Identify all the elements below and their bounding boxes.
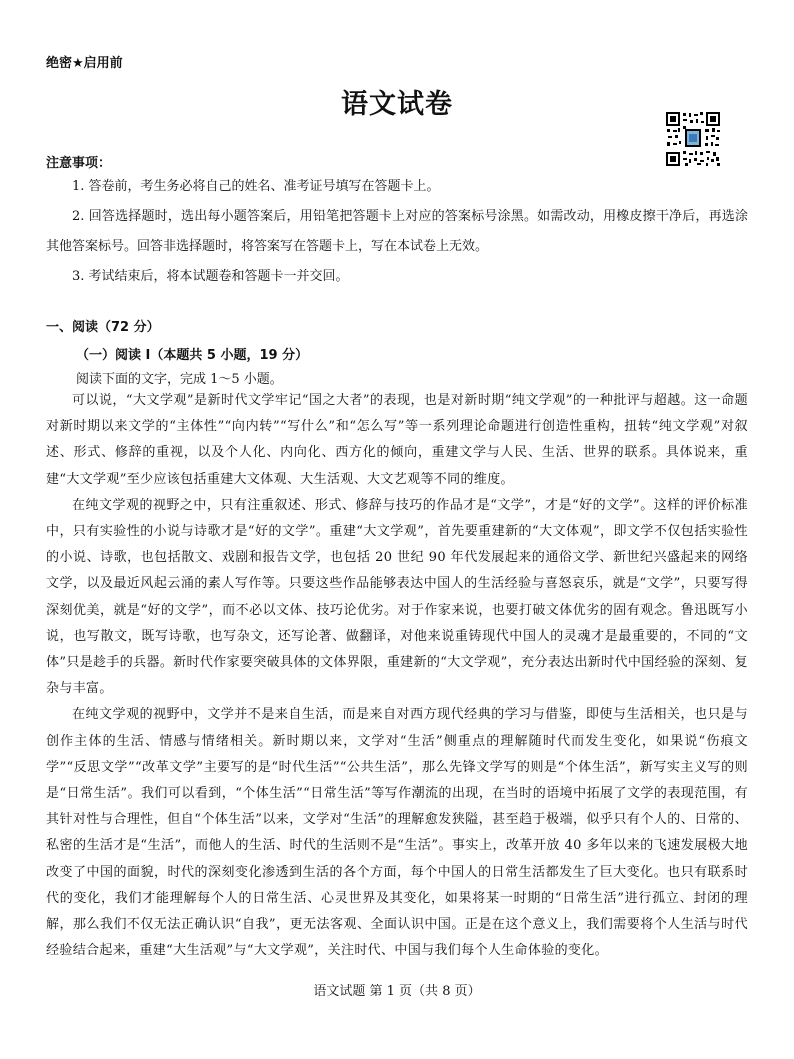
notice-item: 2. 回答选择题时，选出每小题答案后，用铅笔把答题卡上对应的答案标号涂黑。如需改动，用橡皮擦干净后，再选涂其他答案标号。回答非选择题时，将答案写在答题卡上，写在本试卷上无效。 [46,209,748,254]
page-footer: 语文试题 第 1 页（共 8 页） [313,984,481,999]
notice-list [46,172,748,292]
subsection-title: （一）阅读 Ⅰ（本题共 5 小题，19 分） [76,348,309,363]
passage-paragraph: 可以说，“大文学观”是新时代文学牢记“国之大者”的表现，也是对新时期“纯文学观”的一种批评与超越。这一命题对新时期以来文学的“主体性”“向内转”“写什么”和“怎么写”等一系列理论命题进行创造性重构，扭转“纯文学观”对叙述、形式、修辞的重视，以及个人化、内向化、西方化的倾向，重建文学与人民、生活、世界的联系。具体说来，重建“大文学观”至少应该包括重建大文体观、大生活观、大文艺观等不同的维度。 [46,393,748,487]
passage-paragraph: 在纯文学观的视野中，文学并不是来自生活，而是来自对西方现代经典的学习与借鉴，即使与生活相关，也只是与创作主体的生活、情感与情绪相关。新时期以来，文学对“生活”侧重点的理解随时代而发生变化，如果说“伤痕文学”“反思文学”“改革文学”主要写的是“时代生活”“公共生活”，那么先锋文学写的则是“个体生活”，新写实主义写的则是“日常生活”。我们可以看到，“个体生活”“日常生活”等写作潮流的出现，在当时的语境中拓展了文学的表现范围，有其针对性与合理性，但自“个体生活”以来，文学对“生活”的理解愈发狭隘，甚至趋于极端，似乎只有个人的、日常的、私密的生活才是“生活”，而他人的生活、时代的生活则不是“生活”。事实上，改革开放 40 多年以来的飞速发展极大地改变了中国的面貌，时代的深刻变化渗透到生活的各个方面，每个中国人的日常生活都发生了巨大变化。也只有联系时代的变化，我们才能理解每个人的日常生活、心灵世界及其变化，如果将某一时期的“日常生活”进行孤立、封闭的理解，那么我们不仅无法正确认识“自我”，更无法客观、全面认识中国。正是在这个意义上，我们需要将个人生活与时代经验结合起来，重建“大生活观”与“大文学观”，关注时代、中国与我们每个人生命体验的变化。 [46,707,748,959]
section-title: 一、阅读（72 分） [46,320,160,335]
confidential-label: 绝密★启用前 [46,56,123,71]
notice-title: 注意事项： [46,156,112,171]
reading-instruction: 阅读下面的文字，完成 1～5 小题。 [76,372,283,387]
notice-item: 3. 考试结束后，将本试题卷和答题卡一并交回。 [72,269,349,284]
reading-passage [46,388,748,964]
exam-title: 语文试卷 [341,89,453,120]
qr-code-icon [665,111,721,167]
passage-paragraph: 在纯文学观的视野之中，只有注重叙述、形式、修辞与技巧的作品才是“文学”，才是“好的文学”。这样的评价标准中，只有实验性的小说与诗歌才是“好的文学”。重建“大文学观”，首先要重建新的“大文体观”，即文学不仅包括实验性的小说、诗歌，也包括散文、戏剧和报告文学，也包括 20 世纪 90 年代发展起来的通俗文学、新世纪兴盛起来的网络文学，以及最近风起云涌的素人写作等。只要这些作品能够表达中国人的生活经验与喜怒哀乐，就是“文学”，只要写得深刻优美，就是“好的文学”，而不必以文体、技巧论优劣。对于作家来说，也要打破文体优劣的固有观念。鲁迅既写小说，也写散文，既写诗歌，也写杂文，还写论著、做翻译，对他来说重铸现代中国人的灵魂才是最重要的，不同的“文体”只是趁手的兵器。新时代作家要突破具体的文体界限，重建新的“大文学观”，充分表达出新时代中国经验的深刻、复杂与丰富。 [46,497,748,697]
notice-item: 1. 答卷前，考生务必将自己的姓名、准考证号填写在答题卡上。 [72,179,440,194]
